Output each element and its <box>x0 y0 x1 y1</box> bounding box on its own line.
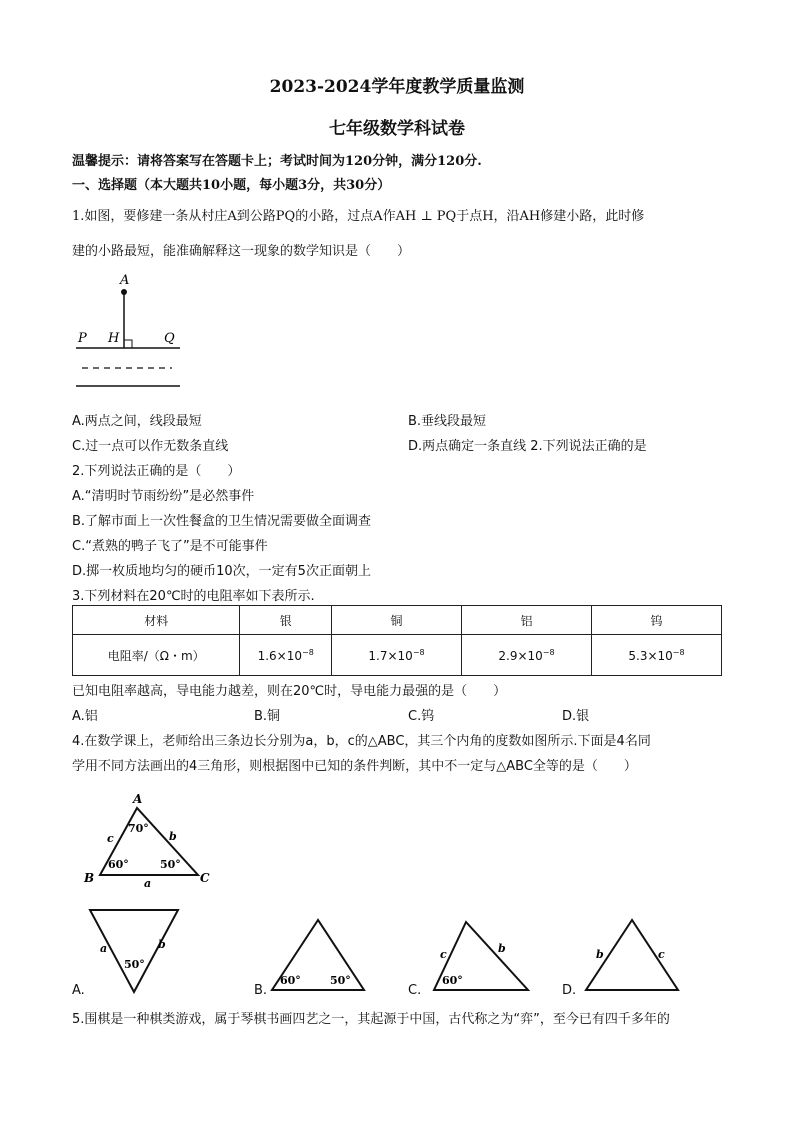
q3-stem: 3.下列材料在20℃时的电阻率如下表所示. <box>72 589 315 604</box>
q4-option-b-label[interactable]: B. <box>254 983 268 998</box>
label-side-a: a <box>144 877 152 890</box>
q1-road-figure <box>72 270 192 395</box>
q1-stem-line2: 建的小路最短，能准确解释这一现象的数学知识是（ ） <box>72 244 411 259</box>
table-header-cell: 钨 <box>591 606 721 635</box>
option-b-angle-left: 60° <box>280 974 301 987</box>
label-point-a: A <box>120 273 130 288</box>
label-point-h: H <box>108 331 120 346</box>
label-vertex-b: B <box>84 871 95 885</box>
q3-option-c[interactable]: C.钨 <box>408 709 435 724</box>
table-cell: $2.9\times 10^{-8}$ <box>462 635 592 676</box>
q2-stem: 2.下列说法正确的是（ ） <box>72 464 241 479</box>
option-d-side-c: c <box>658 948 665 961</box>
label-side-b: b <box>169 830 177 843</box>
q2-option-d[interactable]: D.掷一枚质地均匀的硬币10次，一定有5次正面朝上 <box>72 564 371 579</box>
option-c-triangle[interactable] <box>426 912 536 996</box>
option-c-side-b: b <box>498 942 506 955</box>
table-row <box>73 635 722 676</box>
q1-option-b[interactable]: B.垂线段最短 <box>408 414 487 429</box>
q1-stem-line1: 1.如图，要修建一条从村庄A到公路PQ的小路，过点A作AH ⊥ PQ于点H，沿AH修建小路，此时修 <box>72 209 645 224</box>
table-header-cell: 铜 <box>332 606 462 635</box>
table-header-row <box>73 606 722 635</box>
option-d-triangle[interactable] <box>578 912 688 996</box>
q5-stem-line1: 5.围棋是一种棋类游戏，属于琴棋书画四艺之一，其起源于中国，古代称之为“弈”，至今已有四千多年的 <box>72 1012 670 1027</box>
label-angle-c: 50° <box>160 858 181 871</box>
table-header-cell: 银 <box>240 606 332 635</box>
label-vertex-a: A <box>133 792 143 806</box>
q4-stem-line2: 学用不同方法画出的4三角形，则根据图中已知的条件判断，其中不一定与△ABC全等的是（ ） <box>72 759 637 774</box>
q3-followup: 已知电阻率越高，导电能力越差，则在20℃时，导电能力最强的是（ ） <box>72 684 507 699</box>
resistivity-table <box>72 605 722 676</box>
q2-option-a[interactable]: A.“清明时节雨纷纷”是必然事件 <box>72 489 255 504</box>
label-side-c: c <box>107 832 114 845</box>
paper-title: 2023-2024学年度教学质量监测 <box>269 77 525 97</box>
triangle-abc-figure <box>80 790 220 890</box>
option-a-angle: 50° <box>124 958 145 971</box>
table-cell: $5.3\times 10^{-8}$ <box>591 635 721 676</box>
q3-option-d[interactable]: D.银 <box>562 709 590 724</box>
q4-option-a-label[interactable]: A. <box>72 983 85 998</box>
label-point-p: P <box>78 331 87 346</box>
q3-option-b[interactable]: B.铜 <box>254 709 281 724</box>
exam-tip: 温馨提示：请将答案写在答题卡上；考试时间为120分钟，满分120分. <box>72 154 482 169</box>
section-heading: 一、选择题（本大题共10小题，每小题3分，共30分） <box>72 178 391 193</box>
q4-option-c-label[interactable]: C. <box>408 983 422 998</box>
option-c-side-c: c <box>440 948 447 961</box>
table-header-cell: 铝 <box>462 606 592 635</box>
q1-option-a[interactable]: A.两点之间，线段最短 <box>72 414 202 429</box>
table-cell: $1.6\times 10^{-8}$ <box>240 635 332 676</box>
option-d-side-b: b <box>596 948 604 961</box>
option-b-triangle[interactable] <box>262 912 372 996</box>
q1-option-d[interactable]: D.两点确定一条直线 2.下列说法正确的是 <box>408 439 647 454</box>
q2-option-c[interactable]: C.“煮熟的鸭子飞了”是不可能事件 <box>72 539 268 554</box>
paper-subtitle: 七年级数学科试卷 <box>329 119 465 139</box>
q2-option-b[interactable]: B.了解市面上一次性餐盒的卫生情况需要做全面调查 <box>72 514 372 529</box>
q3-option-a[interactable]: A.铝 <box>72 709 98 724</box>
q4-stem-line1: 4.在数学课上，老师给出三条边长分别为a，b，c的△ABC，其三个内角的度数如图所示.下面是4名同 <box>72 734 651 749</box>
option-a-side-a: a <box>100 942 108 955</box>
option-b-angle-right: 50° <box>330 974 351 987</box>
label-angle-b: 60° <box>108 858 129 871</box>
q4-option-d-label[interactable]: D. <box>562 983 577 998</box>
table-row-label: 电阻率/（Ω・m） <box>73 635 240 676</box>
option-a-side-b: b <box>158 938 166 951</box>
option-c-angle: 60° <box>442 974 463 987</box>
table-cell: $1.7\times 10^{-8}$ <box>332 635 462 676</box>
label-vertex-c: C <box>200 871 210 885</box>
label-angle-a: 70° <box>128 822 149 835</box>
label-point-q: Q <box>164 331 175 346</box>
option-a-triangle[interactable] <box>82 900 192 1000</box>
q1-option-c[interactable]: C.过一点可以作无数条直线 <box>72 439 229 454</box>
table-header-cell: 材料 <box>73 606 240 635</box>
